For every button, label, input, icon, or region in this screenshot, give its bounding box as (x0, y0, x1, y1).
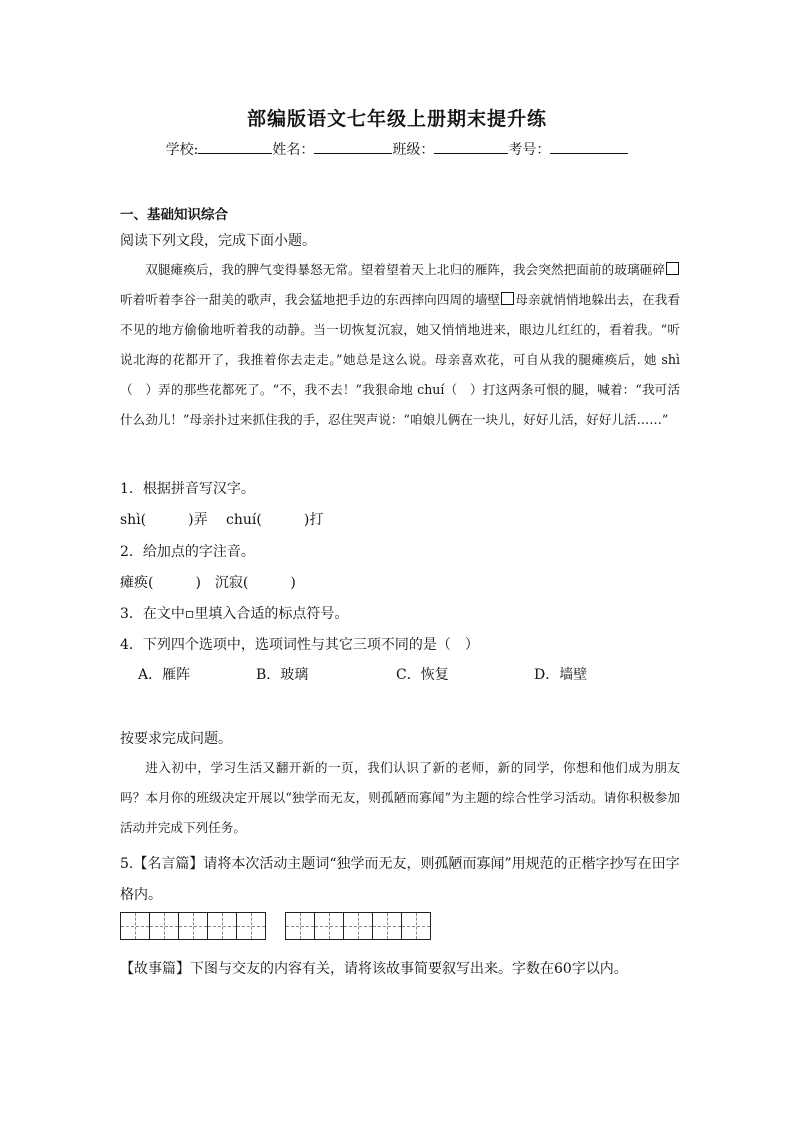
grid-cell[interactable] (236, 912, 266, 940)
question-2-answer[interactable]: 瘫痪( ) 沉寂( ) (120, 575, 296, 591)
punctuation-box-2[interactable] (501, 292, 514, 305)
school-blank[interactable] (198, 139, 272, 154)
grid-cell[interactable] (178, 912, 208, 940)
question-1-answer[interactable]: shì( )弄 chuí( )打 (120, 512, 324, 528)
reading-passage-1 (120, 255, 680, 435)
option-a[interactable]: A．雁阵 (138, 667, 191, 683)
grid-cell[interactable] (314, 912, 344, 940)
writing-grid-2 (285, 912, 431, 940)
class-blank[interactable] (434, 139, 508, 154)
passage2-text: 进入初中，学习生活又翻开新的一页，我们认识了新的老师，新的同学，你想和他们成为朋友吗？本月你的班级决定开展以“独学而无友，则孤陋而寡闻”为主题的综合性学习活动。请你积极参加活动并完成下列任务。 (120, 760, 680, 835)
grid-cell[interactable] (285, 912, 315, 940)
story-task: 【故事篇】下图与交友的内容有关，请将该故事简要叙写出来。字数在60字以内。 (120, 961, 628, 977)
name-label: 姓名： (272, 142, 315, 158)
grid-cell[interactable] (343, 912, 373, 940)
grid-cell[interactable] (149, 912, 179, 940)
grid-cell[interactable] (401, 912, 431, 940)
question-3: 3．在文中▫里填入合适的标点符号。 (120, 606, 349, 622)
school-label: 学校: (165, 142, 199, 158)
question-1: 1．根据拼音写汉字。 (120, 481, 255, 497)
grid-cell[interactable] (120, 912, 150, 940)
section-heading: 一、基础知识综合 (120, 207, 228, 223)
number-blank[interactable] (550, 139, 628, 154)
name-blank[interactable] (314, 139, 392, 154)
punctuation-box-1[interactable] (666, 262, 679, 275)
grid-cell[interactable] (207, 912, 237, 940)
instruction-1: 阅读下列文段，完成下面小题。 (120, 233, 316, 249)
question-5-line-1: 5.【名言篇】请将本次活动主题词“独学而无友，则孤陋而寡闻”用规范的正楷字抄写在田字 (120, 856, 680, 872)
writing-grid-1 (120, 912, 266, 940)
passage1-part1: 双腿瘫痪后，我的脾气变得暴怒无常。望着望着天上北归的雁阵，我会突然把面前的玻璃砸碎 (145, 262, 665, 277)
passage1-part2: 听着听着李谷一甜美的歌声，我会猛地把手边的东西摔向四周的墙壁 (120, 292, 501, 307)
question-2: 2．给加点的字注音。 (120, 544, 255, 560)
passage1-part3: 母亲就悄悄地躲出去，在我看不见的地方偷偷地听着我的动静。当一切恢复沉寂，她又悄悄地进来，眼边儿红红的，看着我。“听说北海的花都开了，我推着你去走走。”她总是这么说。母亲喜欢花，可自从我的腿瘫痪后，她 shì（ ）弄的那些花都死了。“不，我不去！”我狠命地 chuí（ ）打这两条可恨的腿，喊着：“我可活什么劲儿！”母亲扑过来抓住我的手，忍住哭声说：“咱娘儿俩在一块儿，好好儿活，好好儿活……” (120, 292, 681, 427)
question-5-line-2: 格内。 (120, 887, 162, 903)
option-c[interactable]: C．恢复 (396, 667, 449, 683)
student-info-line (0, 139, 794, 159)
question-4: 4．下列四个选项中，选项词性与其它三项不同的是（ ） (120, 637, 479, 653)
grid-cell[interactable] (372, 912, 402, 940)
number-label: 考号： (508, 142, 551, 158)
reading-passage-2 (120, 753, 680, 843)
class-label: 班级： (392, 142, 435, 158)
option-b[interactable]: B．玻璃 (256, 667, 309, 683)
instruction-2: 按要求完成问题。 (120, 731, 232, 747)
page-title: 部编版语文七年级上册期末提升练 (246, 108, 547, 130)
option-d[interactable]: D．墙壁 (534, 667, 588, 683)
